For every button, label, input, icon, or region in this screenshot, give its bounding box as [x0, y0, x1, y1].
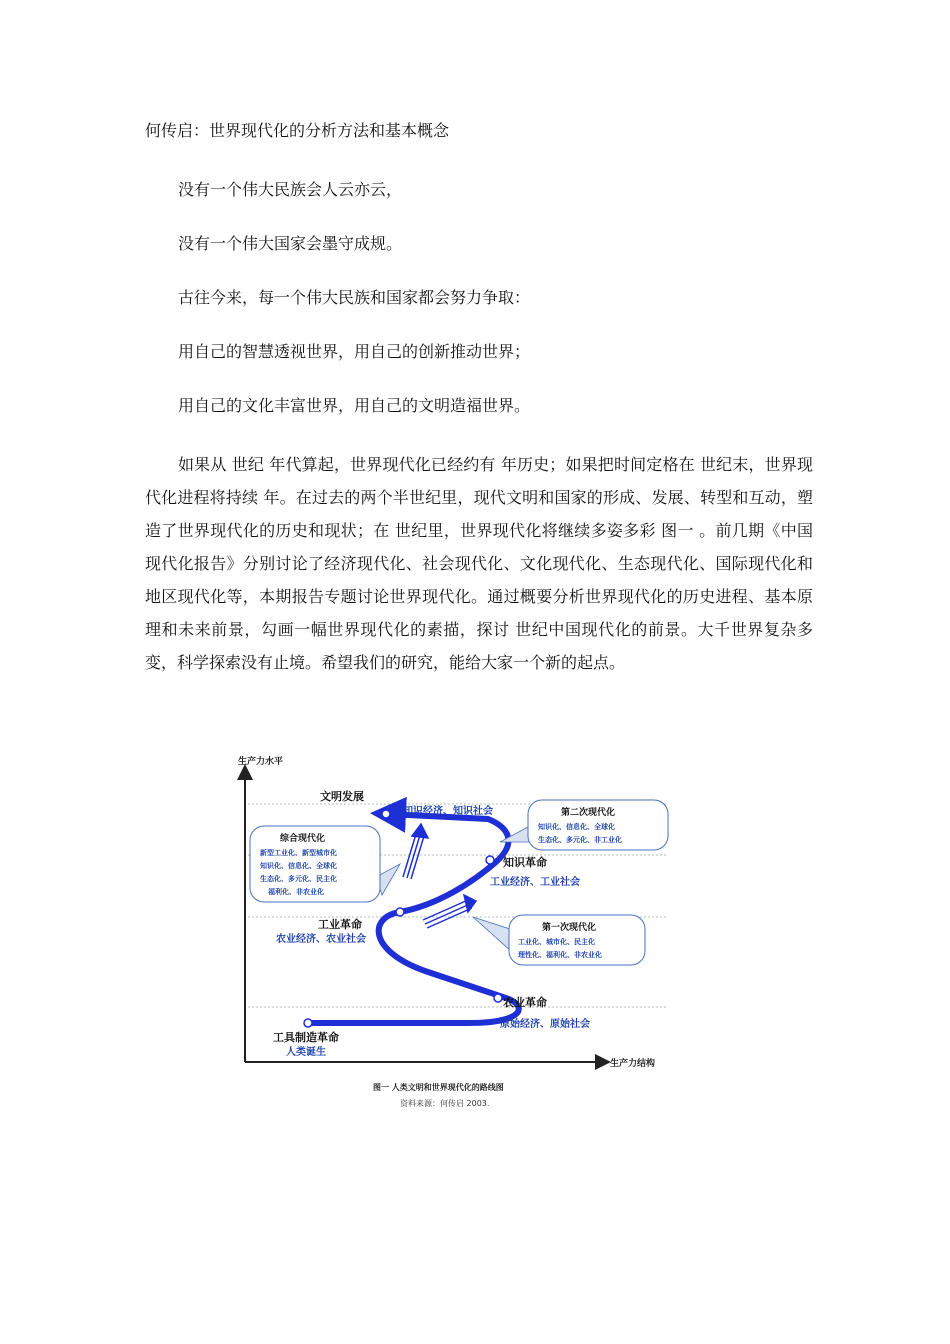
- stage-knowledge-sub: 工业经济、工业社会: [490, 877, 580, 888]
- callout-second-line: 生态化、多元化、非工业化: [538, 836, 622, 844]
- node-agri: [494, 994, 502, 1002]
- stage-knowledge-label: 知识革命: [503, 856, 547, 869]
- stage-tool-label: 工具制造革命: [273, 1031, 339, 1044]
- body-paragraph: 如果从 世纪 年代算起，世界现代化已经约有 年历史；如果把时间定格在 世纪末，世界现代化进程将持续 年。在过去的两个半世纪里，现代文明和国家的形成、发展、转型和互动，塑造了世界现代化的历史和现状；在 世纪里，世界现代化将继续多姿多彩 图一 。前几期《中国现代化报告》分别讨论了经济现代化、社会现代化、文化现代化、生态现代化、国际现代化和地区现代化等，本期报告专题讨论世界现代化。通过概要分析世界现代化的历史进程、基本原理和未来前景，勾画一幅世界现代化的素描，探讨 世纪中国现代化的前景。大千世界复杂多变，科学探索没有止境。希望我们的研究，能给大家一个新的起点。: [145, 455, 813, 672]
- callout-second-title: 第二次现代化: [561, 808, 616, 818]
- figure-caption: 图一 人类文明和世界现代化的路线图: [373, 1083, 504, 1092]
- poem-line-3: 古往今来，每一个伟大民族和国家都会努力争取：: [178, 288, 531, 307]
- poem-line-4: 用自己的智慧透视世界，用自己的创新推动世界；: [178, 342, 531, 361]
- poem-line-2: 没有一个伟大国家会墨守成规。: [178, 234, 403, 253]
- node-civilization: [382, 810, 390, 818]
- node-knowledge: [486, 856, 494, 864]
- callout-first-line: 理性化、福利化、非农业化: [518, 951, 602, 959]
- figure-roadmap: [228, 742, 688, 1122]
- node-tool: [304, 1019, 312, 1027]
- stage-civilization-sub: 知识经济、知识社会: [403, 806, 493, 817]
- callout-integrated-line: 知识化、信息化、全球化: [260, 862, 337, 870]
- node-industry: [396, 908, 404, 916]
- stage-industry-sub: 农业经济、农业社会: [276, 934, 366, 945]
- callout-first: [473, 915, 645, 965]
- callout-integrated: [250, 826, 400, 902]
- callout-integrated-line: 福利化、非农业化: [268, 888, 324, 896]
- x-axis-label: 生产力结构: [610, 1059, 656, 1069]
- callout-second-line: 知识化、信息化、全球化: [538, 823, 615, 831]
- stage-agri-label: 农业革命: [503, 996, 547, 1009]
- stage-tool-sub: 人类诞生: [286, 1047, 326, 1058]
- callout-integrated-title: 综合现代化: [280, 834, 326, 844]
- y-axis-label: 生产力水平: [238, 757, 284, 767]
- arrow-integrated-modernization: [403, 824, 428, 879]
- document-title: 何传启：世界现代化的分析方法和基本概念: [145, 121, 450, 140]
- stage-civilization-label: 文明发展: [320, 790, 364, 803]
- stage-industry-label: 工业革命: [318, 918, 362, 931]
- callout-second: [500, 800, 668, 850]
- callout-integrated-line: 生态化、多元化、民主化: [260, 875, 337, 883]
- callout-first-title: 第一次现代化: [542, 923, 597, 933]
- callout-integrated-line: 新型工业化、新型城市化: [260, 849, 337, 857]
- callout-first-line: 工业化、城市化、民主化: [518, 938, 595, 946]
- stage-agri-sub: 原始经济、原始社会: [500, 1019, 590, 1030]
- figure-source: 资料来源：何传启 2003.: [400, 1099, 490, 1108]
- poem-line-1: 没有一个伟大民族会人云亦云，: [178, 180, 403, 199]
- poem-line-5: 用自己的文化丰富世界，用自己的文明造福世界。: [178, 396, 531, 415]
